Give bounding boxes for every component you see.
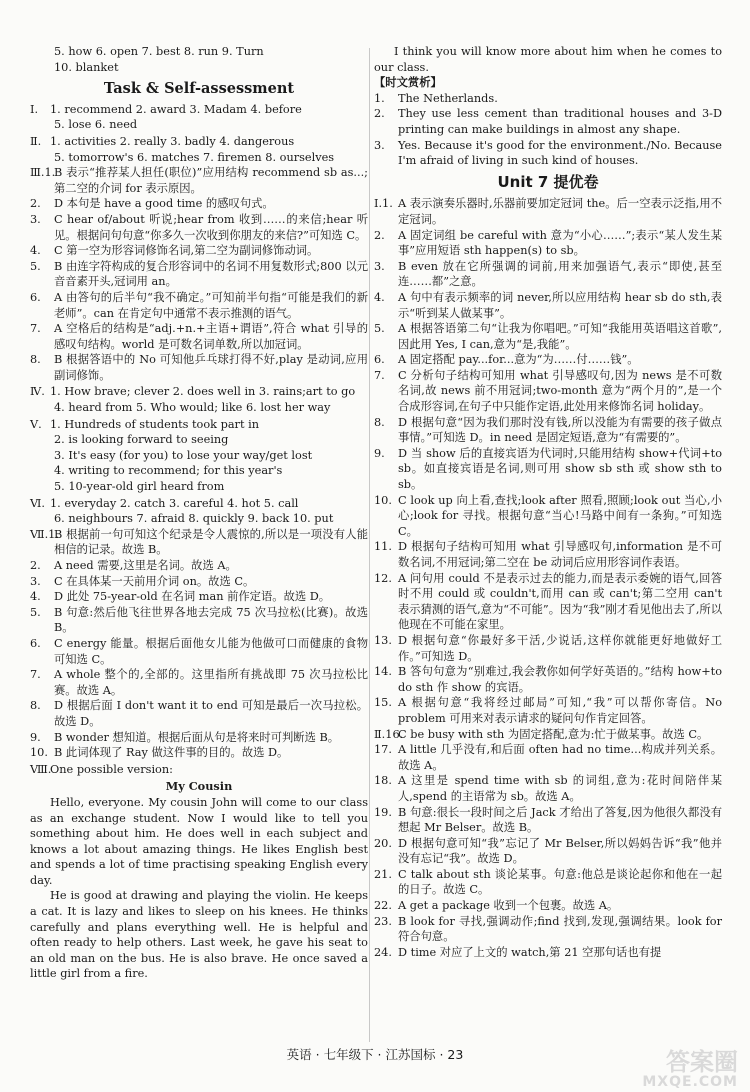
item-number: 3.: [374, 138, 385, 152]
item-text: D 根据后面 I don't want it to end 可知是最后一次马拉松。故选 D。: [54, 699, 368, 728]
section-line: [30, 134, 368, 150]
item-text: C hear of/about 听说;hear from 收到……的来信;hear 听见。根据问句句意“你多久一次收到你朋友的来信?”可知选 C。: [54, 212, 368, 242]
section-line: [30, 102, 368, 118]
item-text: A 根据答语第二句“让我为你唱吧。”可知“我能用英语唱这首歌”,因此用 Yes, I can,意为“是,我能”。: [398, 322, 722, 351]
item-text: B 句意:然后他飞往世界各地去完成 75 次马拉松(比赛)。故选 B。: [54, 605, 368, 635]
item-text: B 根据前一句可知这个纪录是令人震惊的,所以是一项没有人能相信的记录。故选 B。: [54, 527, 368, 557]
item-text: A need 需要,这里是名词。故选 A。: [54, 559, 237, 572]
item-number: 22.: [374, 899, 392, 913]
item-number: 3.: [30, 212, 41, 226]
item-number: 2.: [374, 107, 385, 121]
answer-item: [374, 106, 722, 137]
item-text: D 根据句意“因为我们那时没有钱,所以没能为有需要的孩子做点事情。”可知选 D。in need 是固定短语,意为“有需要的”。: [398, 415, 722, 445]
item-number: 5.: [374, 322, 385, 336]
item-number: 3.: [374, 259, 385, 273]
answer-item: [374, 259, 722, 290]
section-text: 1. everyday 2. catch 3. careful 4. hot 5. call: [50, 496, 299, 510]
section-number: Ⅷ.: [30, 762, 52, 776]
essay-paragraph: He is good at drawing and playing the violin. He keeps a cat. It is lazy and likes to sleep on his knees. He thinks carefully and plans everything well. He is helpful and often ready to help others. Last week, he gave his seat to an old man on the bus. He is also brave. He once saved a little girl from a fire.: [30, 889, 368, 981]
item-number: Ⅰ.1.: [374, 197, 393, 211]
answer-line: 4. heard from 5. Who would; like 6. lost her way: [54, 401, 331, 415]
answer-item: [374, 727, 722, 743]
section-heading: Task & Self-assessment: [103, 80, 295, 98]
item-text: A 问句用 could 不是表示过去的能力,而是表示委婉的语气,回答时不用 could 或 couldn't,而用 can 或 can't;第二空用 can't 表示猜测的语气,意为“不可能”。因为“我”刚才看见他出去了,所以他现在不可能在家里。: [398, 571, 723, 632]
item-number: 12.: [374, 571, 392, 585]
item-number: 5.: [30, 605, 41, 619]
item-number: 8.: [374, 415, 385, 429]
item-text: A 句中有表示频率的词 never,所以应用结构 hear sb do sth,表示“听到某人做某事”。: [398, 290, 722, 320]
answer-line: 4. writing to recommend; for this year's: [54, 464, 283, 478]
item-number: 8.: [30, 353, 41, 367]
section-line: [30, 762, 368, 778]
item-text: A whole 整个的,全部的。这里指所有挑战即 75 次马拉松比赛。故选 A。: [54, 668, 368, 697]
item-number: 20.: [374, 836, 392, 850]
section-number: Ⅱ.: [30, 134, 42, 148]
answer-line: 3. It's easy (for you) to lose your way/get lost: [54, 448, 313, 462]
item-text: The Netherlands.: [398, 91, 498, 105]
section-number: Ⅰ.: [30, 102, 39, 116]
section-number: Ⅳ.: [30, 385, 45, 399]
item-text: B 由连字符构成的复合形容词中的名词不用复数形式;800 以元音音素开头,冠词用 an。: [54, 259, 368, 289]
item-number: 6.: [374, 353, 385, 367]
item-text: B 句意:很长一段时间之后 Jack 才给出了答复,因为他很久都没有想起 Mr Belser。故选 B。: [398, 805, 722, 835]
item-number: 7.: [30, 322, 41, 336]
answer-item: [374, 493, 722, 540]
item-number: 14.: [374, 665, 392, 679]
answer-item: [374, 867, 722, 898]
item-number: 3.: [30, 574, 41, 588]
answer-item: [30, 165, 368, 196]
item-text: D 本句是 have a good time 的感叹句式。: [54, 197, 274, 211]
answer-item: [30, 605, 368, 636]
answer-item: [30, 698, 368, 729]
answer-item: [374, 898, 722, 914]
item-number: Ⅶ.1.: [30, 527, 59, 541]
answer-item: [374, 805, 722, 836]
answer-item: [30, 745, 368, 761]
item-number: 11.: [374, 540, 392, 554]
item-number: 13.: [374, 633, 392, 647]
answer-item: [374, 836, 722, 867]
answer-item: [374, 91, 722, 107]
section-text: 1. activities 2. really 3. badly 4. dangerous: [50, 134, 295, 148]
item-text: A 这里是 spend time with sb 的词组,意为:花时间陪伴某人,spend 的主语常为 sb。故选 A。: [398, 774, 722, 803]
item-text: D time 对应了上文的 watch,第 21 空那句话也有提: [398, 945, 662, 959]
item-number: 23.: [374, 914, 392, 928]
item-number: 17.: [374, 743, 392, 757]
item-number: 4.: [374, 290, 385, 304]
item-text: D 根据句子结构可知用 what 引导感叹句,information 是不可数名词,不用冠词;第二空在 be 动词后应用形容词作表语。: [398, 540, 722, 569]
item-text: B 答句句意为“别难过,我会教你如何学好英语的。”结构 how+to do sth 作 show 的宾语。: [398, 665, 722, 694]
essay-paragraph: I think you will know more about him when he comes to our class.: [374, 45, 722, 74]
item-text: B 根据答语中的 No 可知他乒乓球打得不好,play 是动词,应用副词修饰。: [54, 353, 368, 382]
answer-item: [30, 259, 368, 290]
answer-item: [374, 664, 722, 695]
answer-item: [374, 914, 722, 945]
answer-item: [30, 243, 368, 259]
section-number: Ⅴ.: [30, 417, 42, 431]
item-text: A 由答句的后半句“我不确定。”可知前半句指“可能是我们的新老师”。can 在肯定句中通常不表示推测的语气。: [54, 290, 368, 320]
item-text: C 在具体某一天前用介词 on。故选 C。: [54, 574, 255, 588]
item-text: C energy 能量。根据后面他女儿能为他做可口而健康的食物可知选 C。: [54, 636, 368, 666]
answer-item: [30, 667, 368, 698]
watermark-logo: [618, 1048, 738, 1090]
item-text: D 当 show 后的直接宾语为代词时,只能用结构 show+代词+to sb。如直接宾语是名词,则可用 show sb sth 或 show sth to sb。: [398, 446, 722, 492]
item-text: D 根据句意“你最好多干活,少说话,这样你就能更好地做好工作。”可知选 D。: [398, 633, 722, 663]
item-number: Ⅱ.16.: [374, 727, 404, 741]
section-line: [30, 417, 368, 433]
answer-item: [30, 352, 368, 383]
item-number: 7.: [374, 368, 385, 382]
watermark-url: MXQE.COM: [642, 1074, 738, 1090]
unit-heading: Unit 7 提优卷: [497, 172, 599, 191]
item-number: 9.: [30, 730, 41, 744]
answer-item: [30, 589, 368, 605]
section-text: 1. recommend 2. award 3. Madam 4. before: [50, 102, 302, 116]
item-text: D 此处 75-year-old 在名词 man 前作定语。故选 D。: [54, 590, 331, 604]
item-number: 10.: [30, 746, 48, 760]
item-text: A 空格后的结构是“adj.+n.+主语+谓语”,符合 what 引导的感叹句结构。world 是可数名词单数,所以加冠词。: [54, 322, 368, 351]
answer-item: [30, 558, 368, 574]
answer-item: [374, 368, 722, 415]
answer-item: [30, 730, 368, 746]
item-text: B 表示“推荐某人担任(职位)”应用结构 recommend sb as...;第二空的介词 for 表示原因。: [54, 166, 368, 195]
item-text: B 此词体现了 Ray 做这件事的目的。故选 D。: [54, 746, 289, 760]
item-text: C 分析句子结构可知用 what 引导感叹句,因为 news 是不可数名词,故 news 前不用冠词;two-month 意为“两个月的”,是一个合成形容词,在句子中只能作定语,此处用来修饰名词 holiday。: [398, 368, 722, 414]
item-number: 15.: [374, 696, 392, 710]
answer-item: [374, 415, 722, 446]
answer-item: [30, 527, 368, 558]
answer-item: [374, 138, 722, 169]
item-number: 6.: [30, 290, 41, 304]
answer-item: [374, 196, 722, 227]
item-text: A 表示演奏乐器时,乐器前要加定冠词 the。后一空表示泛指,用不定冠词。: [398, 197, 722, 226]
item-text: D 根据句意可知“我”忘记了 Mr Belser,所以妈妈告诉“我”他并没有忘记“我”。故选 D。: [398, 836, 722, 866]
item-number: 4.: [30, 244, 41, 258]
answer-item: [30, 321, 368, 352]
item-text: C be busy with sth 为固定搭配,意为:忙于做某事。故选 C。: [398, 727, 709, 741]
item-number: 21.: [374, 867, 392, 881]
answer-item: [30, 196, 368, 212]
item-number: 2.: [30, 559, 41, 572]
item-text: They use less cement than traditional houses and 3-D printing can make buildings in almost any shape.: [398, 107, 722, 136]
essay-title: My Cousin: [165, 779, 233, 794]
answer-item: [374, 633, 722, 664]
answer-item: [374, 571, 722, 633]
answer-item: [374, 446, 722, 493]
answer-line: 5. how 6. open 7. best 8. run 9. Turn: [54, 45, 264, 58]
section-text: 1. Hundreds of students took part in: [50, 417, 259, 431]
answer-line: 2. is looking forward to seeing: [54, 433, 229, 447]
essay-paragraph: Hello, everyone. My cousin John will come to our class as an exchange student. Now I would like to tell you something about him. He does well in each subject and knows a lot about amazing things. He likes English best and spends a lot of time practising speaking English every day.: [30, 795, 368, 887]
column-divider: [369, 48, 370, 1042]
item-text: C talk about sth 谈论某事。句意:他总是谈论起你和他在一起的日子。故选 C。: [398, 867, 722, 897]
item-number: 18.: [374, 774, 392, 788]
item-text: B even 放在它所强调的词前,用来加强语气,表示“即使,甚至连……都”之意。: [398, 259, 722, 289]
section-line: [30, 384, 368, 400]
answer-item: [30, 636, 368, 667]
answer-item: [374, 321, 722, 352]
answer-line: 5. lose 6. need: [54, 118, 138, 132]
right-column: [374, 44, 722, 960]
answer-item: [374, 945, 722, 961]
section-label: 【时文赏析】: [374, 76, 442, 90]
item-text: A little 几乎没有,和后面 often had no time...构成并列关系。故选 A。: [398, 743, 722, 772]
item-text: A 固定搭配 pay...for...意为“为……付……钱”。: [398, 353, 639, 367]
item-text: C look up 向上看,查找;look after 照看,照顾;look out 当心,小心;look for 寻找。根据句意“当心!马路中间有一条狗。”可知选 C。: [398, 493, 722, 538]
section-text: One possible version:: [50, 762, 173, 776]
section-line: [30, 496, 368, 512]
item-text: C 第一空为形容词修饰名词,第二空为副词修饰动词。: [54, 244, 319, 258]
answer-item: [374, 539, 722, 570]
item-text: A 固定词组 be careful with 意为“小心……”;表示“某人发生某事”应用短语 sth happen(s) to sb。: [398, 228, 722, 258]
item-number: 2.: [374, 228, 385, 242]
item-number: 1.: [374, 91, 385, 105]
item-number: 2.: [30, 197, 41, 211]
left-column: [30, 44, 368, 982]
answer-item: [374, 290, 722, 321]
item-text: A get a package 收到一个包裹。故选 A。: [398, 899, 619, 913]
item-number: 5.: [30, 259, 41, 273]
item-number: 8.: [30, 699, 41, 713]
answer-item: [374, 228, 722, 259]
answer-item: [374, 773, 722, 804]
section-text: 1. How brave; clever 2. does well in 3. rains;art to go: [50, 385, 356, 399]
answer-item: [374, 352, 722, 368]
item-number: 6.: [30, 636, 41, 650]
answer-line: 6. neighbours 7. afraid 8. quickly 9. back 10. put: [54, 512, 334, 526]
item-number: Ⅲ.1.: [30, 166, 56, 180]
answer-item: [374, 695, 722, 726]
answer-line: 5. 10-year-old girl heard from: [54, 480, 225, 494]
answer-item: [374, 742, 722, 773]
item-text: A 根据句意“我将经过邮局”可知,“我”可以帮你寄信。No problem 可用来对表示请求的疑问句作肯定回答。: [398, 696, 722, 725]
item-number: 9.: [374, 446, 385, 460]
answer-item: [30, 212, 368, 243]
answer-item: [30, 290, 368, 321]
item-number: 7.: [30, 668, 41, 682]
answer-item: [30, 574, 368, 590]
watermark-main: 答案圈: [666, 1048, 738, 1076]
page-footer: 英语 · 七年级下 · 江苏国标 · 23: [286, 1047, 464, 1062]
item-number: 19.: [374, 805, 392, 819]
item-text: Yes. Because it's good for the environment./No. Because I'm afraid of living in such kind of houses.: [398, 138, 722, 168]
item-number: 4.: [30, 590, 41, 604]
section-number: Ⅵ.: [30, 496, 45, 510]
item-text: B look for 寻找,强调动作;find 找到,发现,强调结果。look for 符合句意。: [398, 914, 722, 944]
answer-line: 5. tomorrow's 6. matches 7. firemen 8. ourselves: [54, 150, 335, 164]
answer-line: 10. blanket: [54, 60, 119, 74]
item-text: B wonder 想知道。根据后面从句是将来时可判断选 B。: [54, 730, 340, 744]
item-number: 10.: [374, 493, 392, 507]
item-number: 24.: [374, 945, 392, 959]
